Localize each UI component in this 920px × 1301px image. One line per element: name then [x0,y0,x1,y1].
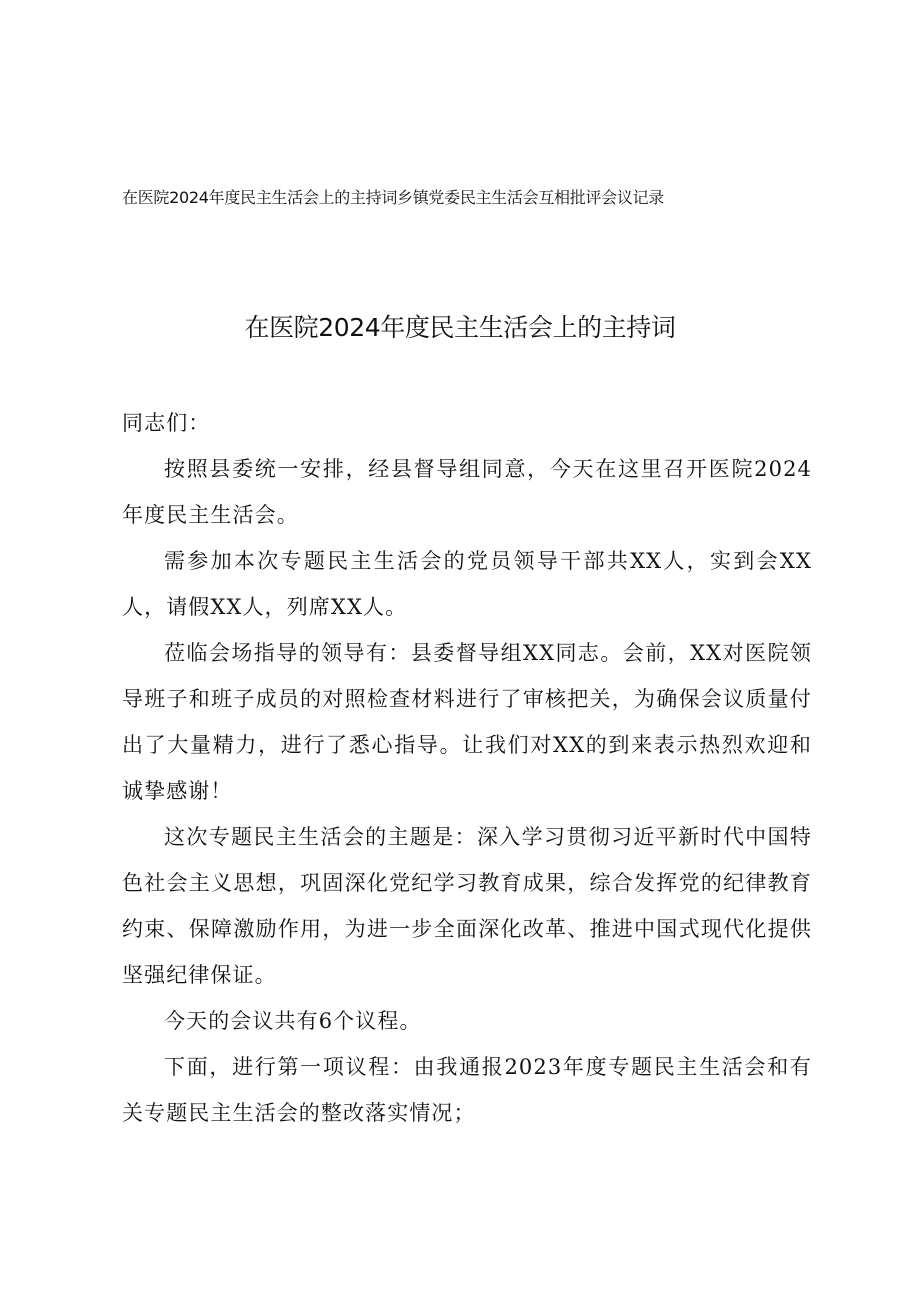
paragraph: 下面，进行第一项议程：由我通报2023年度专题民主生活会和有关专题民主生活会的整改落实情况； [122,1055,812,1125]
paragraph: 莅临会场指导的领导有：县委督导组XX同志。会前，XX对医院领导班子和班子成员的对照检查材料进行了审核把关，为确保会议质量付出了大量精力，进行了悉心指导。让我们对XX的到来表示热烈欢迎和诚挚感谢！ [122,641,812,803]
paragraph: 按照县委统一安排，经县督导组同意，今天在这里召开医院2024年度民主生活会。 [122,457,812,527]
document-body [122,400,812,1136]
paragraph: 这次专题民主生活会的主题是：深入学习贯彻习近平新时代中国特色社会主义思想，巩固深化党纪学习教育成果，综合发挥党的纪律教育约束、保障激励作用，为进一步全面深化改革、推进中国式现代化提供坚强纪律保证。 [122,825,812,987]
paragraph: 需参加本次专题民主生活会的党员领导干部共XX人，实到会XX人，请假XX人，列席XX人。 [122,549,812,619]
document-title: 在医院2024年度民主生活会上的主持词 [244,313,676,342]
greeting: 同志们： [122,411,211,435]
paragraph: 今天的会议共有6个议程。 [164,1009,422,1033]
document-header-line: 在医院2024年度民主生活会上的主持词乡镇党委民主生活会互相批评会议记录 [122,188,664,207]
